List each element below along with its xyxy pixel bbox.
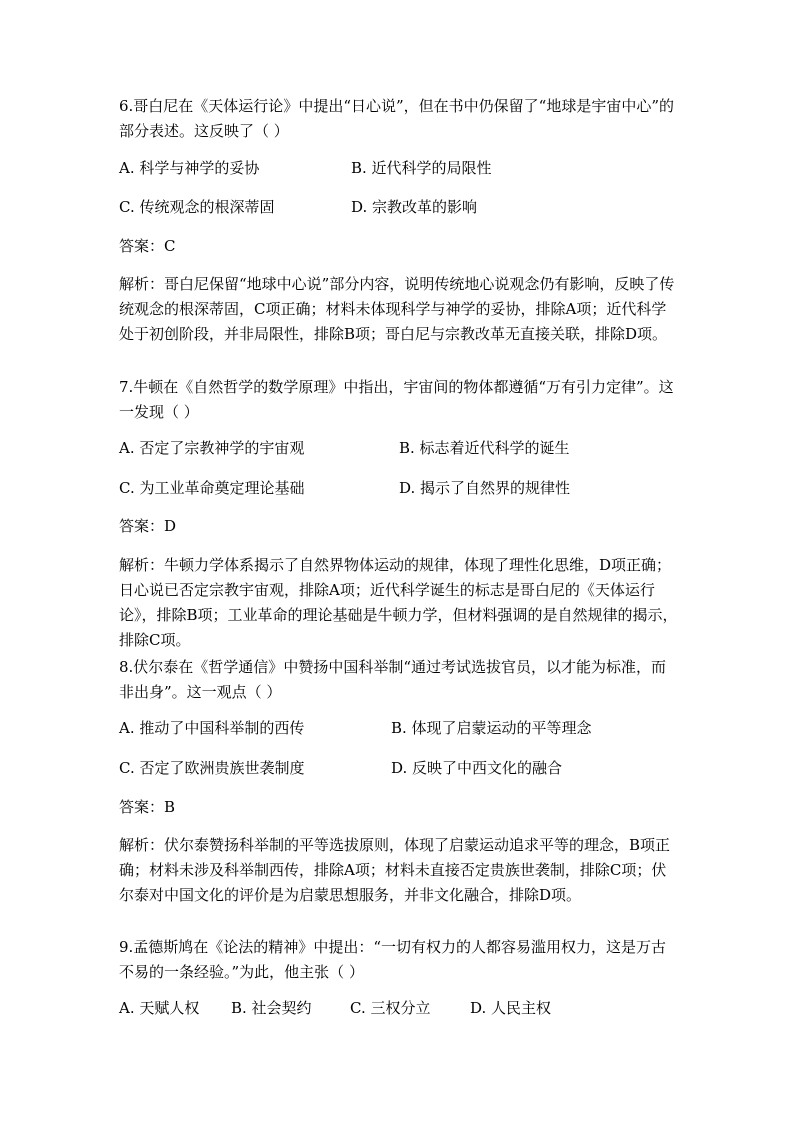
question-9-options-row — [119, 996, 679, 1021]
question-8-options-row-1 — [119, 716, 679, 741]
question-6-answer: 答案：C — [119, 237, 176, 255]
question-7-answer: 答案：D — [119, 517, 177, 535]
question-9-option-b: B. 社会契约 — [231, 999, 312, 1017]
question-6-stem: 6.哥白尼在《天体运行论》中提出“日心说”，但在书中仍保留了“地球是宇宙中心”的部分表述。这反映了（ ） — [119, 97, 674, 140]
question-6-option-d: D. 宗教改革的影响 — [351, 198, 478, 216]
question-6-option-a: A. 科学与神学的妥协 — [119, 159, 260, 177]
question-9-option-c: C. 三权分立 — [350, 999, 431, 1017]
question-7-option-a: A. 否定了宗教神学的宇宙观 — [119, 439, 305, 457]
question-8-answer: 答案：B — [119, 798, 176, 816]
question-8-option-b: B. 体现了启蒙运动的平等理念 — [391, 719, 592, 737]
question-8-analysis: 解析：伏尔泰赞扬科举制的平等选拔原则，体现了启蒙运动追求平等的理念，B项正确；材料未涉及科举制西传，排除A项；材料未直接否定贵族世袭制，排除C项；伏尔泰对中国文化的评价是为启蒙思想服务，并非文化融合，排除D项。 — [119, 836, 671, 904]
question-6-options-row-1 — [119, 156, 679, 181]
question-7-stem: 7.牛顿在《自然哲学的数学原理》中指出，宇宙间的物体都遵循“万有引力定律”。这一发现（ ） — [119, 378, 674, 421]
question-7-options-row-1 — [119, 436, 679, 461]
question-9-option-d: D. 人民主权 — [470, 999, 552, 1017]
question-6-options-row-2 — [119, 195, 679, 220]
question-7-option-b: B. 标志着近代科学的诞生 — [399, 439, 570, 457]
question-7-option-d: D. 揭示了自然界的规律性 — [399, 479, 571, 497]
question-8-stem: 8.伏尔泰在《哲学通信》中赞扬中国科举制“通过考试选拔官员，以才能为标准，而非出身”。这一观点（ ） — [119, 658, 666, 701]
question-8-options-row-2 — [119, 756, 679, 781]
question-9-stem: 9.孟德斯鸠在《论法的精神》中提出：“一切有权力的人都容易滥用权力，这是万古不易的一条经验。”为此，他主张（ ） — [119, 938, 666, 981]
question-7-option-c: C. 为工业革命奠定理论基础 — [119, 479, 305, 497]
question-8-option-d: D. 反映了中西文化的融合 — [391, 759, 563, 777]
question-8-option-a: A. 推动了中国科举制的西传 — [119, 719, 305, 737]
question-9-option-a: A. 天赋人权 — [119, 999, 200, 1017]
question-6-option-b: B. 近代科学的局限性 — [351, 159, 492, 177]
question-6-analysis: 解析：哥白尼保留“地球中心说”部分内容，说明传统地心说观念仍有影响，反映了传统观念的根深蒂固，C项正确；材料未体现科学与神学的妥协，排除A项；近代科学处于初创阶段，并非局限性，排除B项；哥白尼与宗教改革无直接关联，排除D项。 — [119, 275, 675, 343]
question-7-analysis: 解析：牛顿力学体系揭示了自然界物体运动的规律，体现了理性化思维，D项正确；日心说已否定宗教宇宙观，排除A项；近代科学诞生的标志是哥白尼的《天体运行论》，排除B项；工业革命的理论基础是牛顿力学，但材料强调的是自然规律的揭示，排除C项。 — [119, 556, 678, 649]
question-6-option-c: C. 传统观念的根深蒂固 — [119, 198, 275, 216]
question-7-options-row-2 — [119, 476, 679, 501]
question-8-option-c: C. 否定了欧洲贵族世袭制度 — [119, 759, 305, 777]
